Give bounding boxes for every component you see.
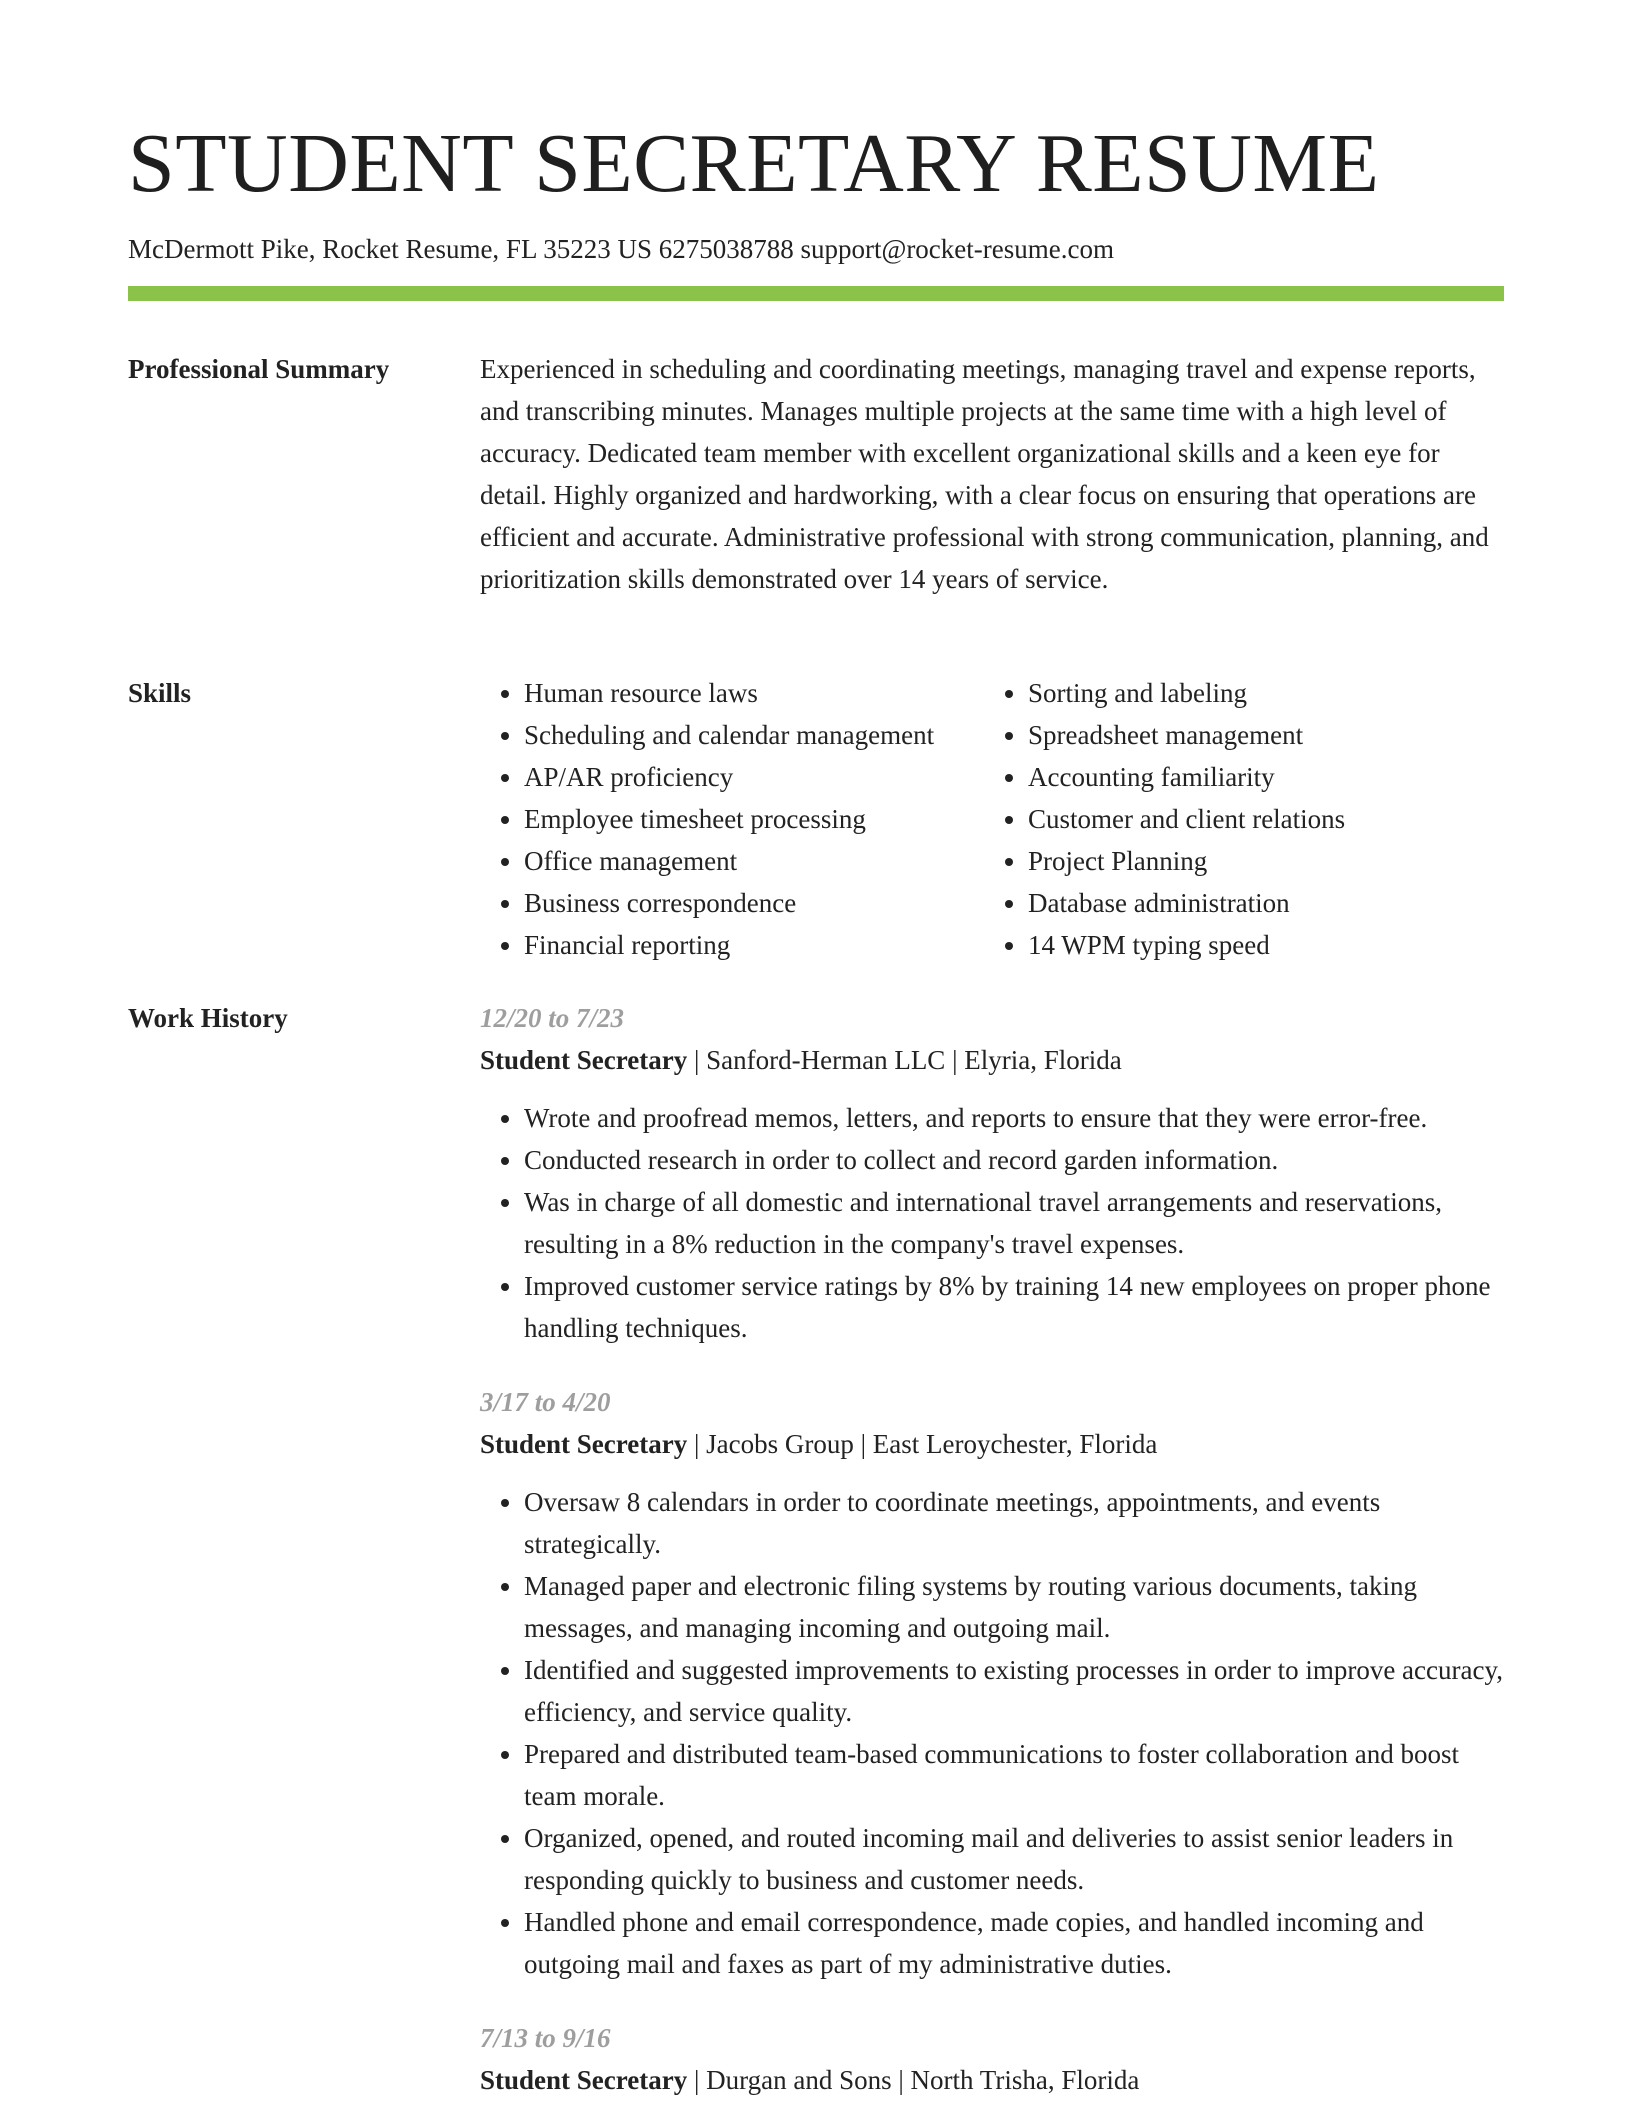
job-bullets bbox=[480, 1097, 1504, 1349]
skills-list-left bbox=[480, 672, 984, 966]
skill-item: • AP/AR proficiency bbox=[524, 756, 984, 798]
skill-item: • Project Planning bbox=[1028, 840, 1488, 882]
job-bullet: • Wrote and proofread memos, letters, and reports to ensure that they were error-free. bbox=[524, 1097, 1504, 1139]
skill-item: • Employee timesheet processing bbox=[524, 798, 984, 840]
job-bullet: • Was in charge of all domestic and international travel arrangements and reservations, resulting in a 8% reduction in the company's travel expenses. bbox=[524, 1181, 1504, 1265]
contact-line: McDermott Pike, Rocket Resume, FL 35223 US 6275038788 support@rocket-resume.com bbox=[128, 234, 1114, 264]
job-date: 7/13 to 9/16 bbox=[480, 2023, 611, 2053]
job-heading bbox=[480, 1423, 1504, 1465]
job-entry bbox=[480, 2017, 1504, 2101]
skill-item: • Scheduling and calendar management bbox=[524, 714, 984, 756]
skills-body bbox=[480, 672, 1504, 966]
job-title: Student Secretary bbox=[480, 1429, 688, 1459]
skills-list-right bbox=[984, 672, 1488, 966]
summary-text: Experienced in scheduling and coordinating meetings, managing travel and expense reports, and transcribing minutes. Manages multiple projects at the same time with a high level of accuracy. Dedicated team member with excellent organizational skills and a keen eye for detail. Highly organized and hardworking, with a clear focus on ensuring that operations are efficient and accurate. Administrative professional with strong communication, planning, and prioritization skills demonstrated over 14 years of service. bbox=[480, 354, 1489, 594]
job-company-location: | Durgan and Sons | North Trisha, Florida bbox=[687, 2065, 1140, 2095]
job-heading bbox=[480, 1039, 1504, 1081]
job-bullet: • Organized, opened, and routed incoming mail and deliveries to assist senior leaders in responding quickly to business and customer needs. bbox=[524, 1817, 1504, 1901]
job-bullet: • Oversaw 8 calendars in order to coordinate meetings, appointments, and events strategically. bbox=[524, 1481, 1504, 1565]
summary-body bbox=[480, 348, 1504, 600]
skill-item: • Human resource laws bbox=[524, 672, 984, 714]
skill-item: • Spreadsheet management bbox=[1028, 714, 1488, 756]
job-bullet: • Conducted research in order to collect and record garden information. bbox=[524, 1139, 1504, 1181]
skill-item: • Financial reporting bbox=[524, 924, 984, 966]
job-bullet: • Prepared and distributed team-based communications to foster collaboration and boost team morale. bbox=[524, 1733, 1504, 1817]
job-title: Student Secretary bbox=[480, 2065, 688, 2095]
job-bullet: • Handled phone and email correspondence, made copies, and handled incoming and outgoing mail and faxes as part of my administrative duties. bbox=[524, 1901, 1504, 1985]
summary-label: Professional Summary bbox=[128, 354, 390, 384]
job-date: 3/17 to 4/20 bbox=[480, 1387, 611, 1417]
accent-divider bbox=[128, 286, 1504, 301]
work-label: Work History bbox=[128, 1003, 288, 1033]
skill-item: • 14 WPM typing speed bbox=[1028, 924, 1488, 966]
skill-item: • Business correspondence bbox=[524, 882, 984, 924]
job-title: Student Secretary bbox=[480, 1045, 688, 1075]
resume-title: STUDENT SECRETARY RESUME bbox=[128, 117, 1380, 210]
job-bullet: • Improved customer service ratings by 8% by training 14 new employees on proper phone handling techniques. bbox=[524, 1265, 1504, 1349]
job-bullet: • Identified and suggested improvements to existing processes in order to improve accuracy, efficiency, and service quality. bbox=[524, 1649, 1504, 1733]
job-bullet: • Managed paper and electronic filing systems by routing various documents, taking messages, and managing incoming and outgoing mail. bbox=[524, 1565, 1504, 1649]
job-spacer bbox=[480, 1985, 1504, 2017]
skill-item: • Customer and client relations bbox=[1028, 798, 1488, 840]
work-body bbox=[480, 997, 1504, 2117]
job-date: 12/20 to 7/23 bbox=[480, 1003, 625, 1033]
job-entry bbox=[480, 1381, 1504, 1985]
skill-item: • Sorting and labeling bbox=[1028, 672, 1488, 714]
job-bullets bbox=[480, 1481, 1504, 1985]
skill-item: • Database administration bbox=[1028, 882, 1488, 924]
job-company-location: | Sanford-Herman LLC | Elyria, Florida bbox=[687, 1045, 1122, 1075]
job-heading bbox=[480, 2059, 1504, 2101]
skill-item: • Office management bbox=[524, 840, 984, 882]
job-entry bbox=[480, 997, 1504, 1349]
skills-label: Skills bbox=[128, 678, 192, 708]
job-spacer bbox=[480, 1349, 1504, 1381]
job-company-location: | Jacobs Group | East Leroychester, Florida bbox=[687, 1429, 1158, 1459]
skill-item: • Accounting familiarity bbox=[1028, 756, 1488, 798]
